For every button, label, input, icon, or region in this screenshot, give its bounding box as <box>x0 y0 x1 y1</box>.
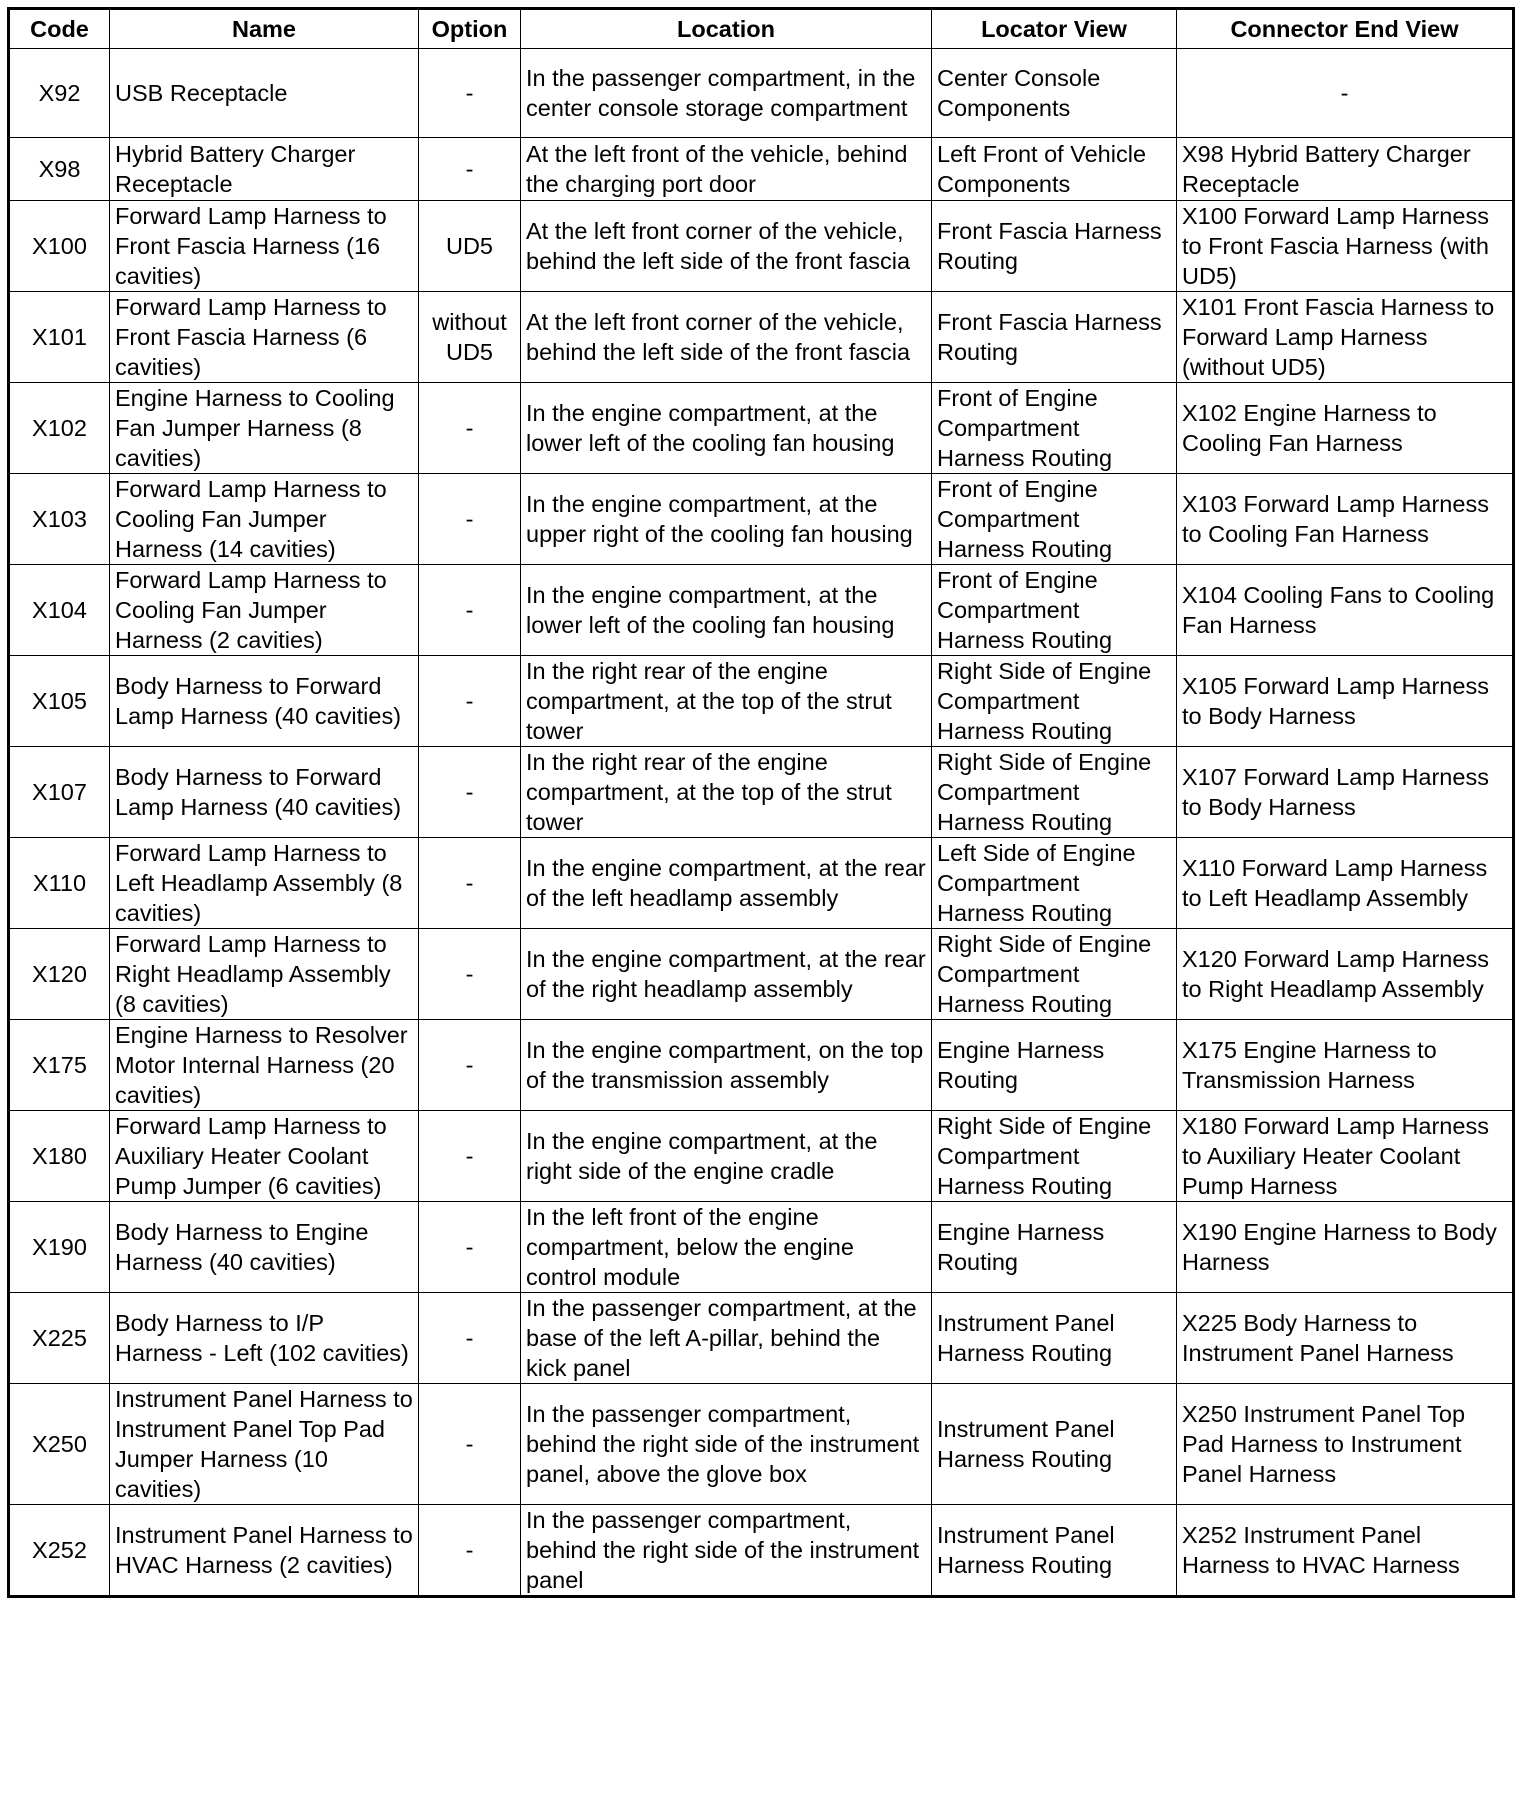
table-row <box>9 201 1514 292</box>
cell-location: In the left front of the engine compartment, below the engine control module <box>521 1202 932 1293</box>
table-row <box>9 838 1514 929</box>
cell-location: In the passenger compartment, in the center console storage compartment <box>521 49 932 138</box>
cell-connector-end-view: X120 Forward Lamp Harness to Right Headlamp Assembly <box>1177 929 1514 1020</box>
cell-code: X250 <box>9 1384 110 1505</box>
cell-location: In the engine compartment, at the upper right of the cooling fan housing <box>521 474 932 565</box>
cell-option: - <box>419 929 521 1020</box>
cell-connector-end-view: - <box>1177 49 1514 138</box>
cell-location: At the left front corner of the vehicle, behind the left side of the front fascia <box>521 292 932 383</box>
cell-option: - <box>419 49 521 138</box>
table-row <box>9 1505 1514 1597</box>
cell-location: In the passenger compartment, at the base of the left A-pillar, behind the kick panel <box>521 1293 932 1384</box>
header-code: Code <box>9 9 110 49</box>
cell-option: - <box>419 747 521 838</box>
cell-option: - <box>419 1020 521 1111</box>
cell-locator-view: Left Front of Vehicle Components <box>932 138 1177 201</box>
cell-option: - <box>419 1384 521 1505</box>
cell-code: X98 <box>9 138 110 201</box>
cell-name: Body Harness to Forward Lamp Harness (40 cavities) <box>110 747 419 838</box>
cell-location: In the engine compartment, at the rear of the left headlamp assembly <box>521 838 932 929</box>
cell-location: In the right rear of the engine compartment, at the top of the strut tower <box>521 747 932 838</box>
cell-option: - <box>419 1293 521 1384</box>
cell-connector-end-view: X225 Body Harness to Instrument Panel Harness <box>1177 1293 1514 1384</box>
cell-connector-end-view: X105 Forward Lamp Harness to Body Harness <box>1177 656 1514 747</box>
cell-locator-view: Right Side of Engine Compartment Harness Routing <box>932 929 1177 1020</box>
cell-code: X103 <box>9 474 110 565</box>
table-row <box>9 474 1514 565</box>
cell-locator-view: Instrument Panel Harness Routing <box>932 1384 1177 1505</box>
cell-code: X175 <box>9 1020 110 1111</box>
cell-locator-view: Center Console Components <box>932 49 1177 138</box>
cell-code: X100 <box>9 201 110 292</box>
cell-locator-view: Front of Engine Compartment Harness Routing <box>932 383 1177 474</box>
cell-connector-end-view: X180 Forward Lamp Harness to Auxiliary Heater Coolant Pump Harness <box>1177 1111 1514 1202</box>
cell-option: - <box>419 565 521 656</box>
cell-code: X105 <box>9 656 110 747</box>
cell-locator-view: Front Fascia Harness Routing <box>932 201 1177 292</box>
cell-name: USB Receptacle <box>110 49 419 138</box>
cell-code: X104 <box>9 565 110 656</box>
cell-code: X190 <box>9 1202 110 1293</box>
cell-locator-view: Right Side of Engine Compartment Harness Routing <box>932 747 1177 838</box>
cell-locator-view: Engine Harness Routing <box>932 1202 1177 1293</box>
cell-connector-end-view: X98 Hybrid Battery Charger Receptacle <box>1177 138 1514 201</box>
cell-name: Forward Lamp Harness to Right Headlamp Assembly (8 cavities) <box>110 929 419 1020</box>
cell-code: X102 <box>9 383 110 474</box>
cell-location: In the engine compartment, at the right side of the engine cradle <box>521 1111 932 1202</box>
table-body <box>9 49 1514 1597</box>
table-row <box>9 1020 1514 1111</box>
table-row <box>9 383 1514 474</box>
cell-location: At the left front corner of the vehicle, behind the left side of the front fascia <box>521 201 932 292</box>
cell-locator-view: Instrument Panel Harness Routing <box>932 1505 1177 1597</box>
cell-connector-end-view: X250 Instrument Panel Top Pad Harness to Instrument Panel Harness <box>1177 1384 1514 1505</box>
cell-option: - <box>419 1202 521 1293</box>
cell-name: Engine Harness to Resolver Motor Internal Harness (20 cavities) <box>110 1020 419 1111</box>
cell-connector-end-view: X190 Engine Harness to Body Harness <box>1177 1202 1514 1293</box>
table-row <box>9 929 1514 1020</box>
cell-name: Forward Lamp Harness to Cooling Fan Jumper Harness (2 cavities) <box>110 565 419 656</box>
cell-name: Engine Harness to Cooling Fan Jumper Harness (8 cavities) <box>110 383 419 474</box>
table-row <box>9 656 1514 747</box>
cell-connector-end-view: X102 Engine Harness to Cooling Fan Harness <box>1177 383 1514 474</box>
cell-code: X107 <box>9 747 110 838</box>
table-header <box>9 9 1514 49</box>
table-row <box>9 1111 1514 1202</box>
cell-name: Hybrid Battery Charger Receptacle <box>110 138 419 201</box>
cell-name: Instrument Panel Harness to HVAC Harness (2 cavities) <box>110 1505 419 1597</box>
table-row <box>9 1202 1514 1293</box>
table-row <box>9 292 1514 383</box>
cell-location: In the right rear of the engine compartment, at the top of the strut tower <box>521 656 932 747</box>
header-name: Name <box>110 9 419 49</box>
header-connector-end-view: Connector End View <box>1177 9 1514 49</box>
cell-code: X110 <box>9 838 110 929</box>
header-option: Option <box>419 9 521 49</box>
cell-locator-view: Instrument Panel Harness Routing <box>932 1293 1177 1384</box>
cell-connector-end-view: X175 Engine Harness to Transmission Harness <box>1177 1020 1514 1111</box>
cell-location: In the passenger compartment, behind the right side of the instrument panel <box>521 1505 932 1597</box>
cell-connector-end-view: X107 Forward Lamp Harness to Body Harness <box>1177 747 1514 838</box>
table-row <box>9 1293 1514 1384</box>
cell-code: X120 <box>9 929 110 1020</box>
cell-connector-end-view: X104 Cooling Fans to Cooling Fan Harness <box>1177 565 1514 656</box>
cell-connector-end-view: X100 Forward Lamp Harness to Front Fascia Harness (with UD5) <box>1177 201 1514 292</box>
header-location: Location <box>521 9 932 49</box>
cell-locator-view: Front of Engine Compartment Harness Routing <box>932 474 1177 565</box>
cell-code: X101 <box>9 292 110 383</box>
table-row <box>9 747 1514 838</box>
cell-name: Body Harness to I/P Harness - Left (102 cavities) <box>110 1293 419 1384</box>
cell-location: In the engine compartment, at the rear of the right headlamp assembly <box>521 929 932 1020</box>
table-row <box>9 1384 1514 1505</box>
cell-name: Forward Lamp Harness to Front Fascia Harness (16 cavities) <box>110 201 419 292</box>
cell-locator-view: Right Side of Engine Compartment Harness Routing <box>932 1111 1177 1202</box>
cell-option: - <box>419 474 521 565</box>
cell-name: Body Harness to Engine Harness (40 cavities) <box>110 1202 419 1293</box>
table-row <box>9 565 1514 656</box>
cell-name: Body Harness to Forward Lamp Harness (40 cavities) <box>110 656 419 747</box>
cell-connector-end-view: X101 Front Fascia Harness to Forward Lamp Harness (without UD5) <box>1177 292 1514 383</box>
cell-location: In the engine compartment, at the lower left of the cooling fan housing <box>521 565 932 656</box>
cell-name: Forward Lamp Harness to Front Fascia Harness (6 cavities) <box>110 292 419 383</box>
cell-locator-view: Right Side of Engine Compartment Harness Routing <box>932 656 1177 747</box>
cell-option: - <box>419 138 521 201</box>
header-row <box>9 9 1514 49</box>
cell-option: - <box>419 383 521 474</box>
cell-location: At the left front of the vehicle, behind the charging port door <box>521 138 932 201</box>
cell-code: X225 <box>9 1293 110 1384</box>
cell-option: - <box>419 838 521 929</box>
cell-locator-view: Front of Engine Compartment Harness Routing <box>932 565 1177 656</box>
cell-locator-view: Front Fascia Harness Routing <box>932 292 1177 383</box>
connector-table <box>7 7 1515 1598</box>
cell-location: In the engine compartment, on the top of the transmission assembly <box>521 1020 932 1111</box>
cell-connector-end-view: X103 Forward Lamp Harness to Cooling Fan Harness <box>1177 474 1514 565</box>
cell-name: Instrument Panel Harness to Instrument Panel Top Pad Jumper Harness (10 cavities) <box>110 1384 419 1505</box>
cell-code: X180 <box>9 1111 110 1202</box>
cell-code: X92 <box>9 49 110 138</box>
cell-option: - <box>419 656 521 747</box>
table-row <box>9 138 1514 201</box>
cell-locator-view: Left Side of Engine Compartment Harness Routing <box>932 838 1177 929</box>
cell-locator-view: Engine Harness Routing <box>932 1020 1177 1111</box>
cell-name: Forward Lamp Harness to Auxiliary Heater Coolant Pump Jumper (6 cavities) <box>110 1111 419 1202</box>
cell-name: Forward Lamp Harness to Cooling Fan Jumper Harness (14 cavities) <box>110 474 419 565</box>
header-locator-view: Locator View <box>932 9 1177 49</box>
cell-option: - <box>419 1505 521 1597</box>
cell-code: X252 <box>9 1505 110 1597</box>
table-row <box>9 49 1514 138</box>
cell-location: In the engine compartment, at the lower left of the cooling fan housing <box>521 383 932 474</box>
cell-name: Forward Lamp Harness to Left Headlamp Assembly (8 cavities) <box>110 838 419 929</box>
cell-location: In the passenger compartment, behind the right side of the instrument panel, above the glove box <box>521 1384 932 1505</box>
cell-connector-end-view: X252 Instrument Panel Harness to HVAC Harness <box>1177 1505 1514 1597</box>
cell-option: - <box>419 1111 521 1202</box>
cell-option: UD5 <box>419 201 521 292</box>
cell-option: without UD5 <box>419 292 521 383</box>
cell-connector-end-view: X110 Forward Lamp Harness to Left Headlamp Assembly <box>1177 838 1514 929</box>
